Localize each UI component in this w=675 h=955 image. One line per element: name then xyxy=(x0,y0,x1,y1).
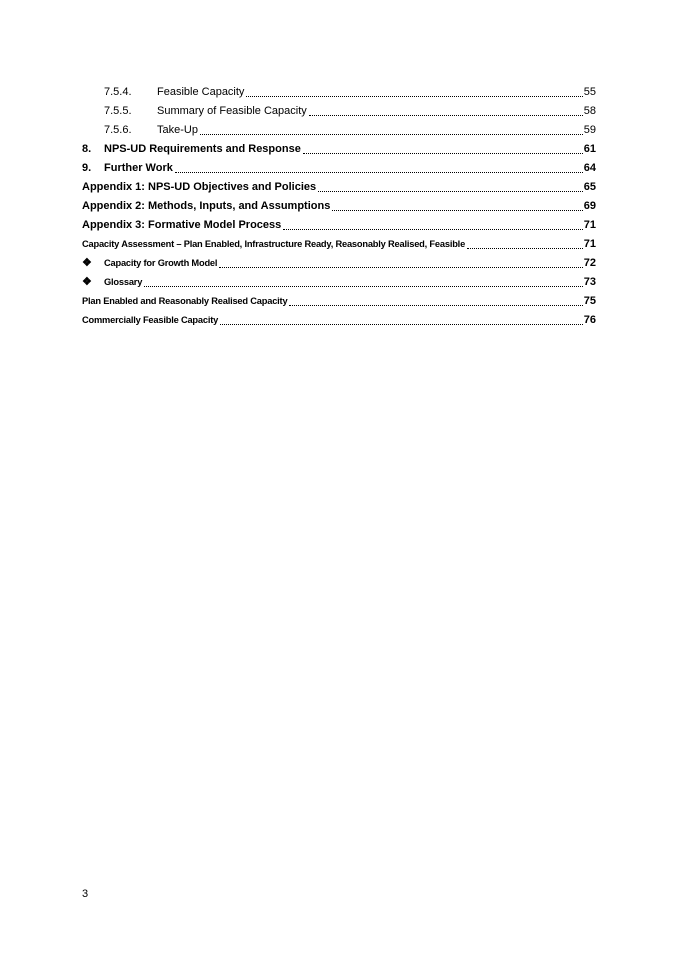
toc-entry-7-5-4[interactable] xyxy=(82,80,596,99)
toc-entry-title: Commercially Feasible Capacity xyxy=(82,315,219,325)
toc-entry-capacity-assessment[interactable] xyxy=(82,232,596,251)
diamond-bullet-icon: ❖ xyxy=(82,276,92,288)
dot-leader xyxy=(219,267,582,268)
diamond-bullet-icon: ❖ xyxy=(82,257,92,269)
toc-entry-7-5-5[interactable] xyxy=(82,99,596,118)
toc-entry-number: 8. xyxy=(82,143,92,155)
toc-entry-appendix-1[interactable] xyxy=(82,175,596,194)
toc-entry-title: Summary of Feasible Capacity xyxy=(157,105,307,117)
page-number: 3 xyxy=(82,888,89,900)
dot-leader xyxy=(175,172,583,173)
toc-entry-page: 71 xyxy=(583,238,596,250)
toc-entry-title: Appendix 1: NPS-UD Objectives and Policies xyxy=(82,181,317,193)
toc-entry-page: 72 xyxy=(583,257,596,269)
toc-entry-commercially-feasible[interactable] xyxy=(82,308,596,327)
toc-entry-page: 64 xyxy=(583,162,596,174)
dot-leader xyxy=(332,210,582,211)
toc-entry-page: 65 xyxy=(583,181,596,193)
toc-entry-number: 9. xyxy=(82,162,92,174)
toc-entry-page: 73 xyxy=(583,276,596,288)
toc-entry-page: 75 xyxy=(583,295,596,307)
toc-entry-appendix-2[interactable] xyxy=(82,194,596,213)
toc-entry-glossary[interactable] xyxy=(82,270,596,289)
dot-leader xyxy=(303,153,583,154)
toc-entry-title: NPS-UD Requirements and Response xyxy=(104,143,301,155)
dot-leader xyxy=(467,248,583,249)
toc-entry-title: Further Work xyxy=(104,162,173,174)
dot-leader xyxy=(318,191,583,192)
toc-entry-8[interactable] xyxy=(82,137,596,156)
dot-leader xyxy=(246,96,582,97)
table-of-contents xyxy=(82,80,596,327)
dot-leader xyxy=(289,305,582,306)
dot-leader xyxy=(200,134,583,135)
dot-leader xyxy=(220,324,583,325)
toc-entry-page: 69 xyxy=(583,200,596,212)
toc-entry-title: Capacity Assessment – Plan Enabled, Infrastructure Ready, Reasonably Realised, Feasible xyxy=(82,239,466,249)
toc-entry-capacity-for-growth-model[interactable] xyxy=(82,251,596,270)
toc-entry-number: 7.5.5. xyxy=(104,105,132,117)
toc-entry-7-5-6[interactable] xyxy=(82,118,596,137)
toc-entry-number: 7.5.6. xyxy=(104,124,132,136)
toc-entry-page: 61 xyxy=(583,143,596,155)
toc-entry-title: Capacity for Growth Model xyxy=(104,258,218,268)
toc-entry-page: 55 xyxy=(583,86,596,98)
toc-entry-page: 71 xyxy=(583,219,596,231)
dot-leader xyxy=(144,286,583,287)
toc-entry-page: 58 xyxy=(583,105,596,117)
toc-entry-appendix-3[interactable] xyxy=(82,213,596,232)
toc-entry-title: Take-Up xyxy=(157,124,198,136)
toc-entry-number: 7.5.4. xyxy=(104,86,132,98)
dot-leader xyxy=(309,115,583,116)
toc-entry-plan-enabled[interactable] xyxy=(82,289,596,308)
toc-entry-9[interactable] xyxy=(82,156,596,175)
toc-entry-title: Plan Enabled and Reasonably Realised Capacity xyxy=(82,296,288,306)
toc-entry-title: Glossary xyxy=(104,277,143,287)
toc-entry-title: Appendix 3: Formative Model Process xyxy=(82,219,282,231)
toc-entry-page: 59 xyxy=(583,124,596,136)
toc-entry-title: Appendix 2: Methods, Inputs, and Assumptions xyxy=(82,200,331,212)
toc-entry-page: 76 xyxy=(583,314,596,326)
toc-entry-title: Feasible Capacity xyxy=(157,86,245,98)
dot-leader xyxy=(283,229,582,230)
